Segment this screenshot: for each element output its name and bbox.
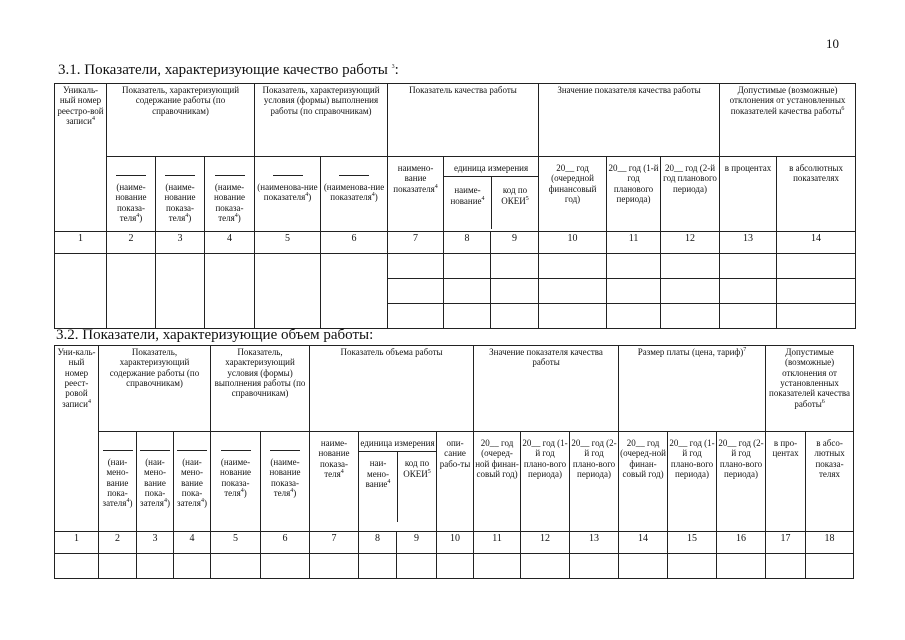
blank-line: [116, 175, 146, 176]
footnote-ref: 4: [434, 183, 438, 190]
table-row: [55, 554, 854, 579]
paren-close: ): [188, 213, 192, 224]
col-group-deviation: [720, 84, 856, 157]
table-cell[interactable]: [359, 554, 397, 579]
table-cell[interactable]: [539, 254, 607, 279]
col-number: 3: [156, 232, 205, 254]
table-cell[interactable]: [474, 554, 521, 579]
unit-subcolumns: [444, 177, 538, 229]
col-number: 8: [359, 532, 397, 554]
col-conditions-1: [255, 157, 321, 232]
table-cell[interactable]: [607, 304, 661, 329]
table-cell[interactable]: [55, 254, 107, 329]
table-cell[interactable]: [261, 554, 310, 579]
header-text: Значение показателя качества работы: [557, 85, 701, 95]
volume-indicators-table: [54, 345, 854, 579]
section-3-2-title: 3.2. Показатели, характеризующие объем работы:: [56, 327, 374, 343]
header-text: 20__ год (1-й год плано-вого периода): [669, 438, 715, 480]
header-text: 20__ год (1-й год планового периода): [608, 163, 659, 205]
col-number: 13: [720, 232, 777, 254]
header-text: 20__ год (очеред-ной финан-совый год): [475, 438, 519, 480]
section-3-1-title: [58, 62, 399, 79]
table-cell[interactable]: [668, 554, 717, 579]
footnote-ref: 7: [743, 347, 747, 353]
header-text: (наиме-нование показа-теля: [219, 457, 252, 499]
header-text: (наиме-нование показа-теля: [115, 182, 147, 224]
column-numbers-row: [55, 232, 856, 254]
table-cell[interactable]: [539, 279, 607, 304]
blank-line: [177, 450, 207, 451]
col-content-1: [107, 157, 156, 232]
col-number: 9: [491, 232, 539, 254]
column-numbers-row: [55, 532, 854, 554]
col-group-deviation: [766, 346, 854, 432]
header-text: наиме-нование показа-теля: [318, 438, 350, 480]
paren-close: ): [129, 498, 133, 509]
col-year-1: [539, 157, 607, 232]
col-number: 10: [539, 232, 607, 254]
col-group-conditions: [211, 346, 310, 432]
header-text: 20__ год (1-й год плано-вого периода): [522, 438, 568, 480]
col-content-2: [137, 432, 174, 532]
table-cell[interactable]: [388, 304, 444, 329]
col-group-value: [539, 84, 720, 157]
paren-close: ): [308, 192, 312, 203]
table-cell[interactable]: [661, 254, 720, 279]
col-number: 1: [55, 532, 99, 554]
blank-line: [165, 175, 195, 176]
table-cell[interactable]: [806, 554, 854, 579]
col-unit-name: [359, 452, 398, 522]
footnote-ref: 6: [841, 105, 845, 112]
table-cell[interactable]: [99, 554, 137, 579]
col-number: 11: [607, 232, 661, 254]
paren-close: ): [203, 498, 207, 509]
col-group-content: [99, 346, 211, 432]
footnote-ref: 6: [821, 398, 825, 405]
footnote-ref: 4: [305, 192, 309, 199]
col-absolute: [806, 432, 854, 532]
footnote-ref: 4: [234, 213, 238, 220]
header-text: Допустимые (возможные) отклонения от установленных показателей качества работы: [729, 85, 846, 116]
header-text: наимено-вание показателя: [393, 163, 435, 194]
blank-line: [270, 450, 300, 451]
table-cell[interactable]: [55, 554, 99, 579]
col-year-3: [661, 157, 720, 232]
table-cell[interactable]: [444, 279, 491, 304]
blank-line: [140, 450, 170, 451]
col-number: 4: [205, 232, 255, 254]
header-text: Показатель качества работы: [409, 85, 517, 95]
table-cell[interactable]: [174, 554, 211, 579]
header-text: Значение показателя качества работы: [489, 347, 603, 368]
header-text: 20__ год (2-й год плано-вого периода): [718, 438, 764, 480]
col-group-value: [474, 346, 619, 432]
paren-close: ): [293, 488, 297, 499]
footnote-ref: 4: [185, 213, 189, 220]
col-year-2: [607, 157, 661, 232]
header-text: опи-сание рабо-ты: [439, 438, 471, 469]
col-conditions-2: [321, 157, 388, 232]
col-number: 3: [137, 532, 174, 554]
header-text: в процентах: [724, 163, 772, 173]
header-text: наиме-нование: [450, 185, 482, 206]
col-fee-year-3: [717, 432, 766, 532]
col-number: 17: [766, 532, 806, 554]
paren-close: ): [243, 488, 247, 499]
table-cell[interactable]: [255, 254, 321, 329]
col-number: 11: [474, 532, 521, 554]
col-content-3: [174, 432, 211, 532]
table-cell[interactable]: [321, 254, 388, 329]
col-number: 9: [397, 532, 437, 554]
table-cell[interactable]: [720, 304, 777, 329]
unit-header: единица измерения: [359, 432, 436, 452]
col-number: 12: [521, 532, 570, 554]
header-text: в про-центах: [772, 438, 799, 459]
table-cell[interactable]: [444, 254, 491, 279]
header-text: Показатель, характеризующий содержание работы (по справочникам): [121, 85, 240, 116]
col-group-unit: [444, 157, 539, 232]
col-percent: [720, 157, 777, 232]
footnote-ref: 4: [87, 398, 91, 405]
header-text: 20__ год (очеред-ной финан-совый год): [620, 438, 666, 480]
section-3-1-title-text: 3.1. Показатели, характеризующие качество работы: [58, 62, 388, 78]
col-group-unit: [359, 432, 437, 532]
header-text: Уникаль-ный номер реестро-вой записи: [57, 85, 104, 127]
header-text: (наи-мено-вание пока-зателя: [140, 457, 166, 509]
header-text: наи-мено-вание: [365, 458, 390, 490]
footnote-ref: 5: [427, 468, 431, 475]
footnote-ref: 4: [240, 488, 244, 495]
col-content-2: [156, 157, 205, 232]
table-cell[interactable]: [570, 554, 619, 579]
header-text: Показатель, характеризующий условия (формы) выполнения работы (по справочникам): [262, 85, 380, 116]
col-okei-code: [492, 177, 538, 229]
unit-header: единица измерения: [444, 157, 538, 177]
col-year-3: [570, 432, 619, 532]
footnote-ref: 4: [163, 498, 167, 505]
col-number: 4: [174, 532, 211, 554]
col-number: 14: [777, 232, 856, 254]
header-text: (наименова-ние показателя: [323, 182, 385, 203]
header-text: 20__ год (2-й год плано-вого периода): [571, 438, 617, 480]
header-text: в абсо-лютных показа-телях: [814, 438, 845, 480]
col-group-fee: [619, 346, 766, 432]
unit-subcolumns: [359, 452, 436, 522]
col-number: 14: [619, 532, 668, 554]
table-cell[interactable]: [491, 304, 539, 329]
title-colon: :: [394, 62, 399, 78]
table-cell[interactable]: [661, 304, 720, 329]
table-cell[interactable]: [107, 254, 156, 329]
col-absolute: [777, 157, 856, 232]
table-cell[interactable]: [777, 254, 856, 279]
col-number: 12: [661, 232, 720, 254]
header-text: Показатель, характеризующий содержание работы (по справочникам): [109, 347, 200, 389]
table-cell[interactable]: [521, 554, 570, 579]
col-registry-number: [55, 346, 99, 532]
col-number: 8: [444, 232, 491, 254]
paren-close: ): [166, 498, 170, 509]
col-number: 5: [255, 232, 321, 254]
table-cell[interactable]: [720, 279, 777, 304]
col-conditions-1: [211, 432, 261, 532]
table-cell[interactable]: [661, 279, 720, 304]
col-unit-name: [444, 177, 492, 229]
table-cell[interactable]: [539, 304, 607, 329]
header-text: (наи-мено-вание пока-зателя: [177, 457, 203, 509]
col-year-2: [521, 432, 570, 532]
blank-line: [273, 175, 303, 176]
page-number: 10: [826, 36, 839, 51]
header-text: код по ОКЕИ: [403, 458, 430, 479]
col-group-volume: [310, 346, 474, 432]
table-row: [55, 254, 856, 279]
blank-line: [221, 450, 251, 451]
header-text: (наиме-нование показа-теля: [269, 457, 301, 499]
header-text: 20__ год (2-й год планового периода): [663, 163, 717, 194]
header-text: в абсолютных показателях: [789, 163, 843, 184]
col-number: 16: [717, 532, 766, 554]
col-number: 6: [261, 532, 310, 554]
footnote-ref: 4: [481, 195, 485, 202]
col-okei-code: [398, 452, 436, 522]
footnote-ref: 4: [200, 498, 204, 505]
col-number: 13: [570, 532, 619, 554]
col-number: 18: [806, 532, 854, 554]
col-group-content: [107, 84, 255, 157]
col-percent: [766, 432, 806, 532]
col-number: 1: [55, 232, 107, 254]
table-cell[interactable]: [310, 554, 359, 579]
footnote-ref: 4: [340, 469, 344, 476]
table-cell[interactable]: [211, 554, 261, 579]
header-text: (наи-мено-вание пока-зателя: [102, 457, 129, 509]
header-text: (наиме-нование показа-теля: [164, 182, 196, 224]
col-number: 5: [211, 532, 261, 554]
col-registry-number: [55, 84, 107, 232]
blank-line: [215, 175, 245, 176]
paren-close: ): [139, 213, 143, 224]
col-number: 2: [107, 232, 156, 254]
header-text: Допустимые (возможные) отклонения от установленных показателей качества работы: [769, 347, 851, 409]
paren-close: ): [237, 213, 241, 224]
header-text: Показатель объема работы: [340, 347, 443, 357]
table-cell[interactable]: [388, 279, 444, 304]
blank-line: [339, 175, 369, 176]
col-number: 6: [321, 232, 388, 254]
table-cell[interactable]: [720, 254, 777, 279]
table-cell[interactable]: [205, 254, 255, 329]
header-text: (наименова-ние показателя: [257, 182, 318, 203]
table-cell[interactable]: [397, 554, 437, 579]
header-text: код по ОКЕИ: [501, 185, 528, 206]
table-cell[interactable]: [137, 554, 174, 579]
footnote-ref: 3: [391, 64, 395, 70]
table-cell[interactable]: [437, 554, 474, 579]
blank-line: [103, 450, 133, 451]
table-cell[interactable]: [607, 254, 661, 279]
table-cell[interactable]: [717, 554, 766, 579]
table-cell[interactable]: [491, 279, 539, 304]
col-volume-name: [310, 432, 359, 532]
footnote-ref: 4: [387, 479, 391, 486]
footnote-ref: 4: [91, 116, 95, 123]
table-cell[interactable]: [156, 254, 205, 329]
col-number: 15: [668, 532, 717, 554]
table-cell[interactable]: [388, 254, 444, 279]
header-text: Показатель, характеризующий условия (формы) выполнения работы (по справочникам): [214, 347, 306, 399]
footnote-ref: 4: [371, 192, 375, 199]
col-conditions-2: [261, 432, 310, 532]
col-quality-name: [388, 157, 444, 232]
table-cell[interactable]: [766, 554, 806, 579]
paren-close: ): [374, 192, 378, 203]
footnote-ref: 4: [136, 213, 140, 220]
col-year-1: [474, 432, 521, 532]
header-text: (наиме-нование показа-теля: [213, 182, 246, 224]
table-cell[interactable]: [619, 554, 668, 579]
footnote-ref: 4: [290, 488, 294, 495]
table-cell[interactable]: [777, 304, 856, 329]
col-content-1: [99, 432, 137, 532]
footnote-ref: 5: [525, 195, 529, 202]
col-fee-year-1: [619, 432, 668, 532]
table-cell[interactable]: [444, 304, 491, 329]
col-number: 2: [99, 532, 137, 554]
footnote-ref: 4: [126, 498, 130, 505]
col-group-conditions: [255, 84, 388, 157]
col-fee-year-2: [668, 432, 717, 532]
col-content-3: [205, 157, 255, 232]
col-description: [437, 432, 474, 532]
header-text: Уни-каль-ный номер реест-ровой записи: [57, 347, 96, 409]
table-cell[interactable]: [491, 254, 539, 279]
header-text: 20__ год (очередной финансовый год): [548, 163, 597, 205]
col-group-quality: [388, 84, 539, 157]
col-number: 7: [388, 232, 444, 254]
col-number: 7: [310, 532, 359, 554]
quality-indicators-table: [54, 83, 856, 329]
col-number: 10: [437, 532, 474, 554]
table-cell[interactable]: [777, 279, 856, 304]
header-text: Размер платы (цена, тариф): [637, 347, 744, 357]
table-cell[interactable]: [607, 279, 661, 304]
